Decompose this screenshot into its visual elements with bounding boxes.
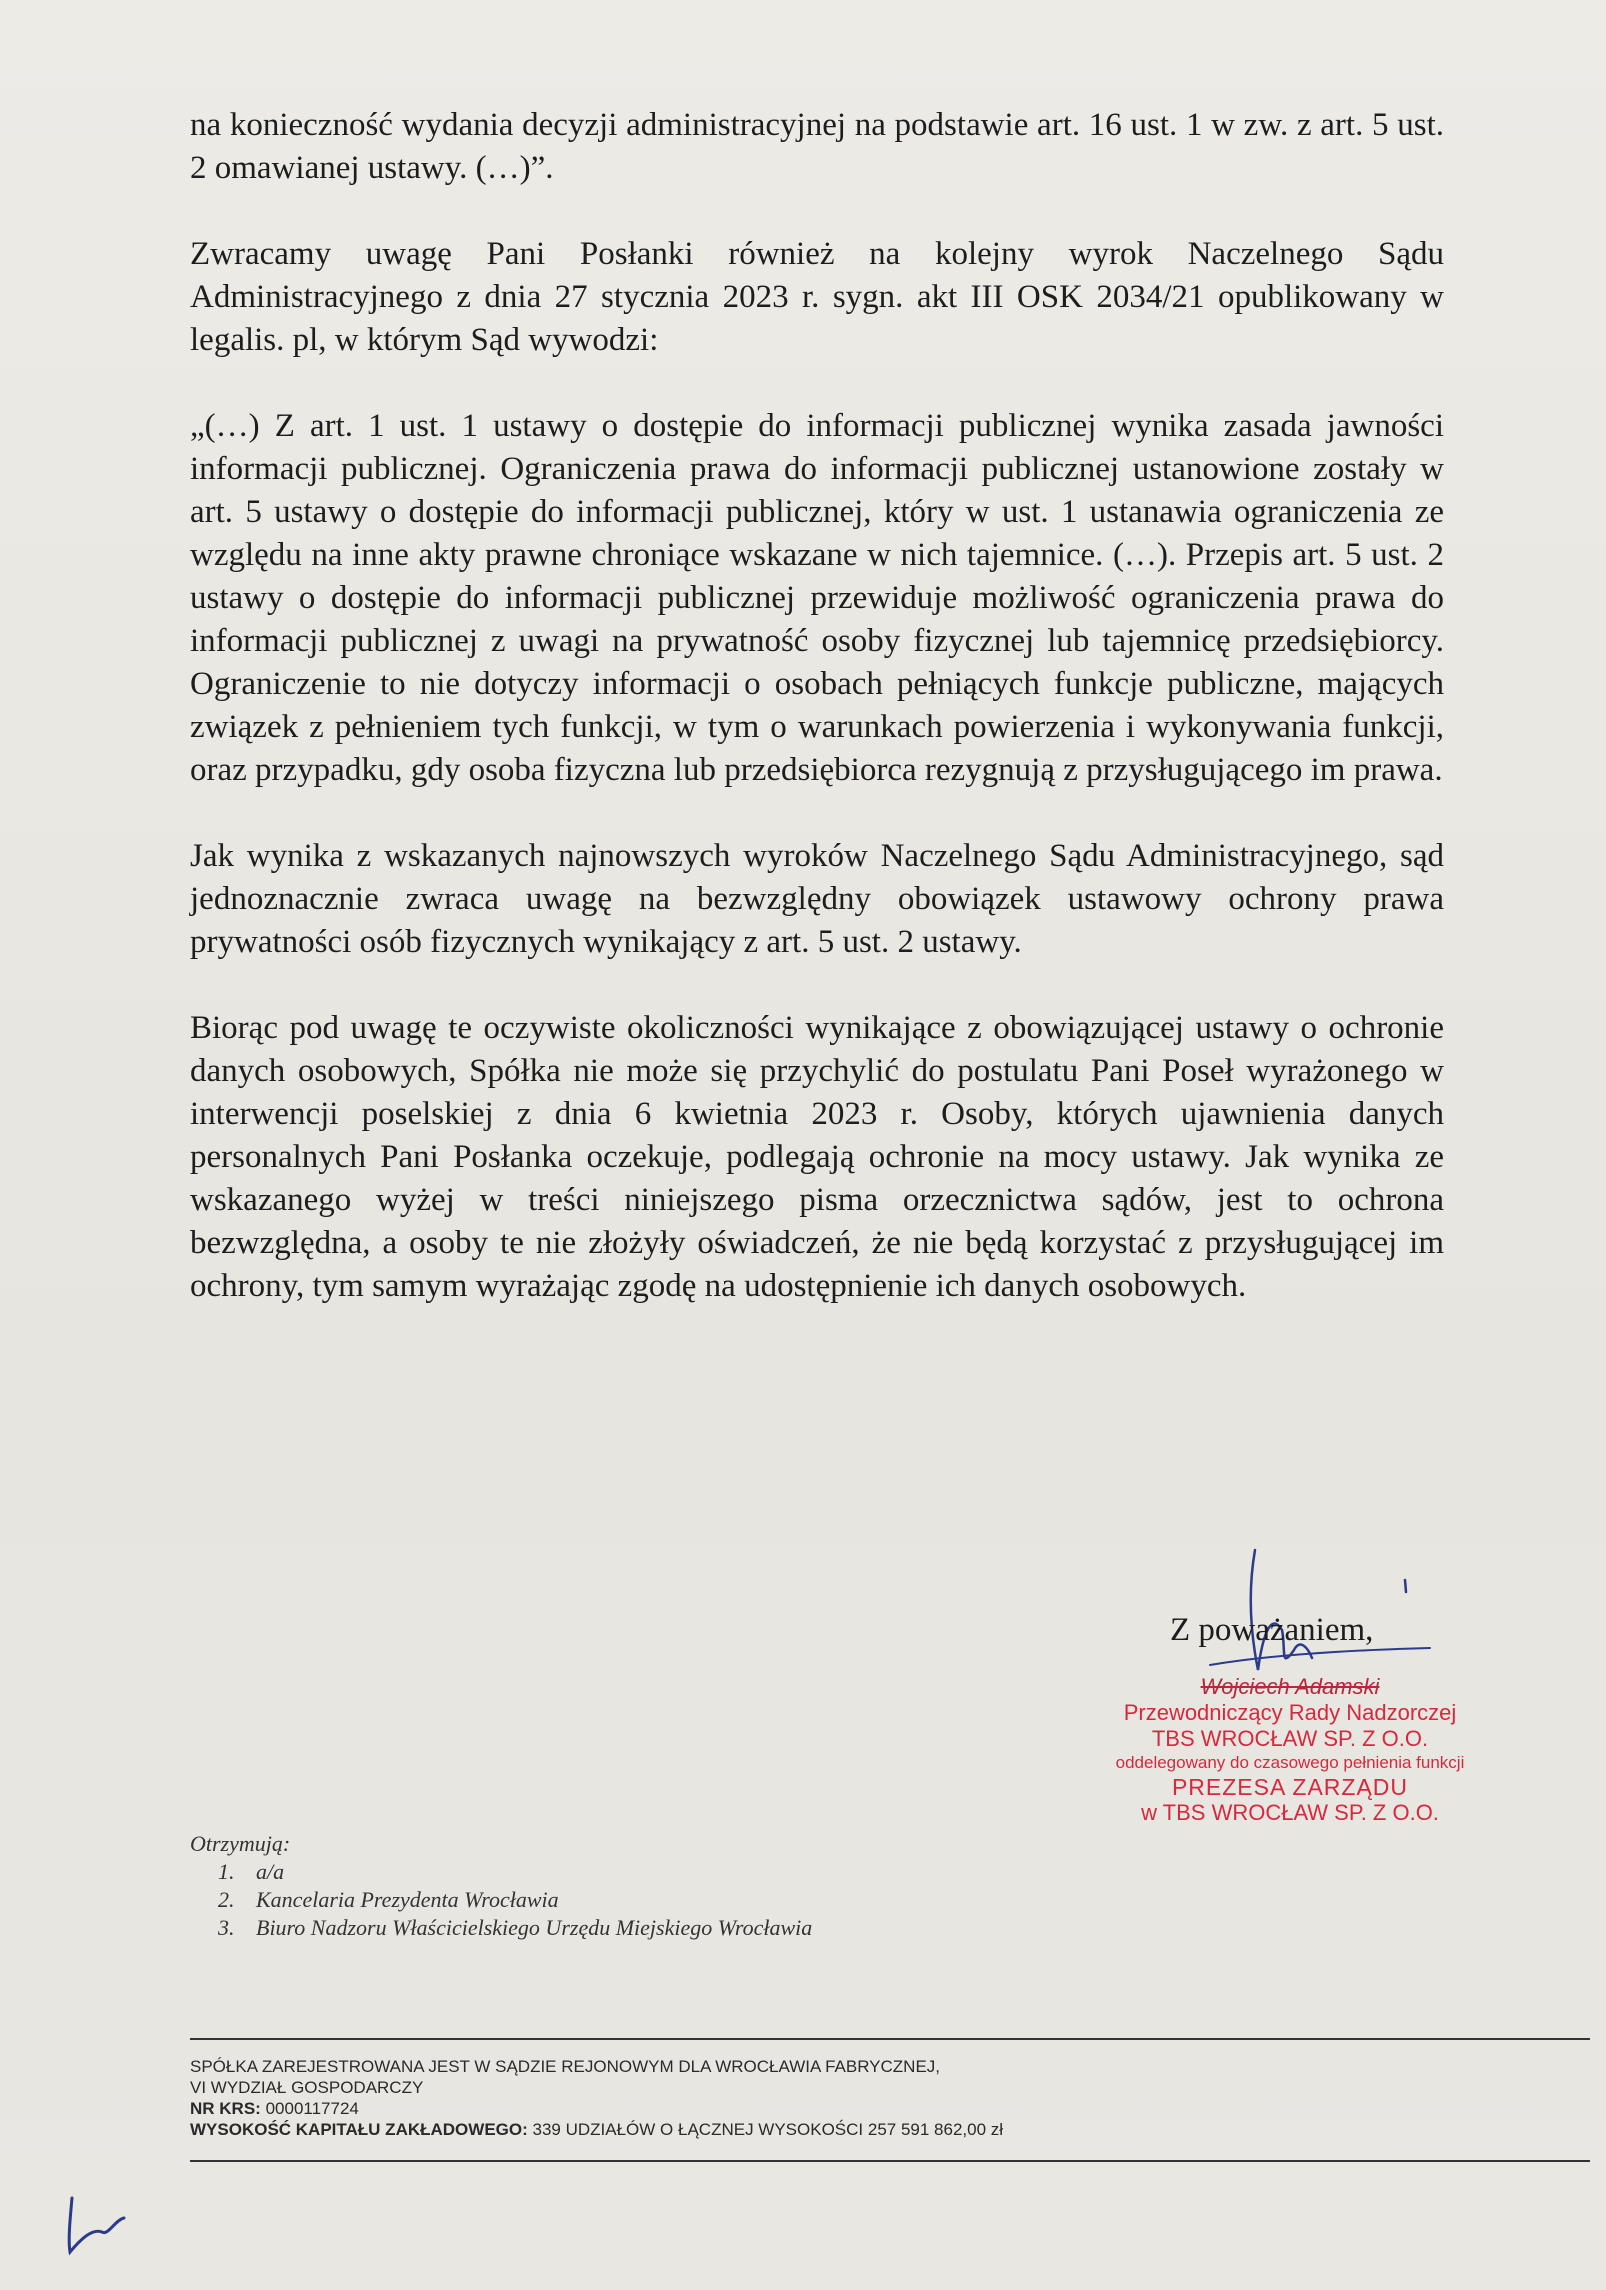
footer-registration-line: SPÓŁKA ZAREJESTROWANA JEST W SĄDZIE REJONOWYM DLA WROCŁAWIA FABRYCZNEJ,	[190, 2057, 941, 2076]
stamp-line-3: oddelegowany do czasowego pełnienia funkcji	[1115, 1753, 1465, 1772]
letter-body	[190, 104, 1444, 1308]
stamp-line-5: w TBS WROCŁAW SP. Z O.O.	[1141, 1800, 1439, 1825]
recipient-item: 3. Biuro Nadzoru Właścicielskiego Urzędu Miejskiego Wrocławia	[240, 1914, 812, 1942]
footer-capital-value: 339 UDZIAŁÓW O ŁĄCZNEJ WYSOKOŚCI 257 591 862,00 zł	[532, 2120, 1004, 2139]
paragraph-4: Biorąc pod uwagę te oczywiste okoliczności wynikające z obowiązującej ustawy o ochronie danych osobowych, Spółka nie może się przychylić do postulatu Pani Poseł wyrażonego w interwencji poselskiej z dnia 6 kwietnia 2023 r. Osoby, których ujawnienia danych personalnych Pani Posłanka oczekuje, podlegają ochronie na mocy ustawy. Jak wynika ze wskazanego wyżej w treści niniejszego pisma orzecznictwa sądów, jest to ochrona bezwzględna, a osoby te nie złożyły oświadczeń, że nie będą korzystać z przysługującej im ochrony, tym samym wyrażając zgodę na udostępnienie ich danych osobowych.	[190, 1010, 1444, 1304]
footer-divider-bottom	[190, 2160, 1590, 2162]
footer-krs-value: 0000117724	[265, 2099, 359, 2118]
footer-capital-line	[190, 2119, 1590, 2140]
paragraph-3: Jak wynika z wskazanych najnowszych wyroków Naczelnego Sądu Administracyjnego, sąd jednoznacznie zwraca uwagę na bezwzględny obowiązek ustawowy ochrony prawa prywatności osób fizycznych wynikający z art. 5 ust. 2 ustawy.	[190, 838, 1444, 960]
recipient-item: 1. a/a	[240, 1858, 812, 1886]
closing-text: Z poważaniem,	[1170, 1612, 1374, 1648]
stamp-name: Wojciech Adamski	[1200, 1674, 1380, 1699]
recipients-heading: Otrzymują:	[190, 1831, 291, 1856]
paragraph-quote: „(…) Z art. 1 ust. 1 ustawy o dostępie do informacji publicznej wynika zasada jawności informacji publicznej. Ograniczenia prawa do informacji publicznej ustanowione zostały w art. 5 ustawy o dostępie do informacji publicznej, który w ust. 1 ustanawia ograniczenia ze względu na inne akty prawne chroniące wskazane w nich tajemnice. (…). Przepis art. 5 ust. 2 ustawy o dostępie do informacji publicznej przewiduje możliwość ograniczenia prawa do informacji publicznej z uwagi na prywatność osoby fizycznej lub tajemnicę przedsiębiorcy. Ograniczenie to nie dotyczy informacji o osobach pełniących funkcje publiczne, mających związek z pełnieniem tych funkcji, w tym o warunkach powierzenia i wykonywania funkcji, oraz przypadku, gdy osoba fizyczna lub przedsiębiorca rezygnują z przysługującego im prawa.	[190, 408, 1444, 788]
company-footer	[190, 2056, 1590, 2140]
footer-divider-top	[190, 2038, 1590, 2040]
footer-krs-line	[190, 2098, 1590, 2119]
recipients-list	[190, 1830, 812, 1942]
footer-krs-label: NR KRS:	[190, 2099, 261, 2118]
stamp-line-2: TBS WROCŁAW SP. Z O.O.	[1151, 1726, 1429, 1751]
stamp-line-4: PREZESA ZARZĄDU	[1171, 1774, 1409, 1800]
stamp-line-1: Przewodniczący Rady Nadzorczej	[1123, 1700, 1457, 1725]
paragraph-1: na konieczność wydania decyzji administracyjnej na podstawie art. 16 ust. 1 w zw. z art. 5 ust. 2 omawianej ustawy. (…)”.	[190, 107, 1444, 186]
handwritten-initial	[60, 2190, 170, 2260]
official-stamp	[1070, 1674, 1510, 1826]
footer-division-line: VI WYDZIAŁ GOSPODARCZY	[190, 2078, 424, 2097]
paragraph-2: Zwracamy uwagę Pani Posłanki również na kolejny wyrok Naczelnego Sądu Administracyjnego z dnia 27 stycznia 2023 r. sygn. akt III OSK 2034/21 opublikowany w legalis. pl, w którym Sąd wywodzi:	[190, 236, 1444, 358]
recipient-item: 2. Kancelaria Prezydenta Wrocławia	[240, 1886, 812, 1914]
footer-capital-label: WYSOKOŚĆ KAPITAŁU ZAKŁADOWEGO:	[190, 2120, 528, 2139]
